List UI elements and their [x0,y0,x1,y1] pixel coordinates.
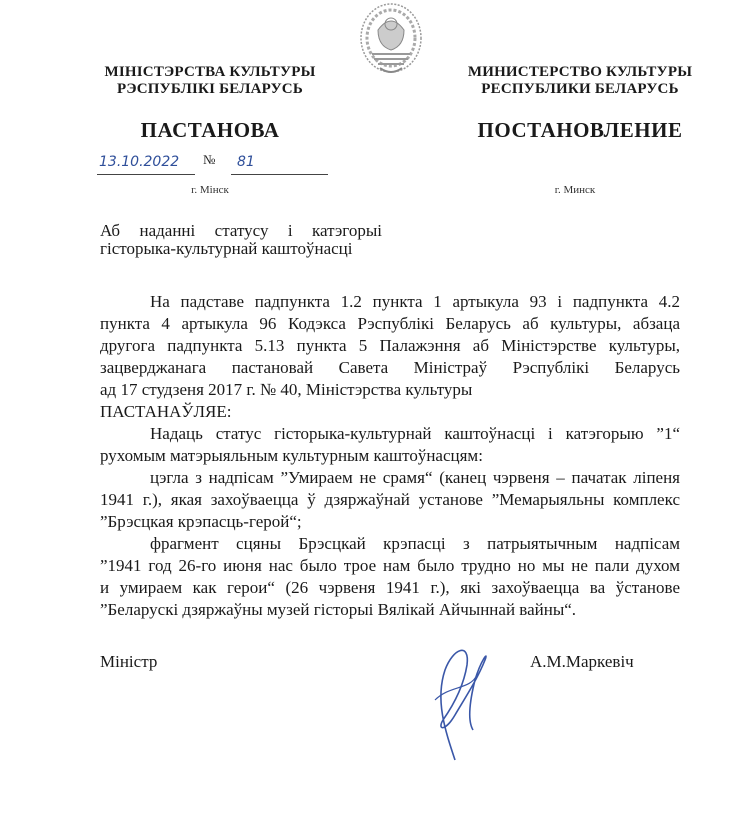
body-line: пункта 4 артыкула 96 Кодэкса Рэспублікі Беларусь аб культуры, абзаца [100,314,680,333]
state-emblem [358,2,424,80]
body-line: цэгла з надпісам ”Умираем не срамя“ (канец чэрвеня – пачатак ліпеня [150,468,680,487]
doc-type-be: ПАСТАНОВА [140,118,280,142]
number-sign: № [203,152,216,167]
body-line: рухомым матэрыяльным культурным каштоўнасцям: [100,446,483,465]
body-paragraph [100,291,680,401]
ministry-name-be [80,64,340,98]
body-line: и умираем как герои“ (26 чэрвеня 1941 г.), які захоўваецца ва ўстанове [100,578,680,597]
body-paragraph [100,401,680,423]
body-paragraph [100,423,680,467]
ministry-name-ru-line2: РЕСПУБЛИКИ БЕЛАРУСЬ [481,81,679,97]
body-line: ПАСТАНАЎЛЯЕ: [100,402,232,421]
number-value: 81 [237,154,255,170]
body-line: зацверджанага пастановай Савета Міністраў Рэспублікі Беларусь [100,358,680,377]
ministry-name-be-line2: РЭСПУБЛІКІ БЕЛАРУСЬ [117,81,303,97]
city-be: г. Мінск [191,184,229,196]
body-line: Надаць статус гісторыка-культурнай каштоўнасці і катэгорыю ”1“ [150,424,680,443]
body-line: фрагмент сцяны Брэсцкай крэпасці з патрыятычным надпісам [150,534,680,553]
city-ru: г. Минск [554,184,596,196]
ministry-name-ru-line1: МИНИСТЕРСТВО КУЛЬТУРЫ [467,64,693,80]
body-line: ”Беларускі дзяржаўны музей гісторыі Вялікай Айчыннай вайны“. [100,600,577,619]
body-line: ”Брэсцкая крэпасць-герой“; [100,512,302,531]
body-paragraph [100,467,680,533]
body-line: другога падпункта 5.13 пункта 5 Палажэння аб Міністэрстве культуры, [100,336,680,355]
body-paragraph [100,533,680,621]
ministry-name-ru [450,64,710,98]
body-line: 1941 г.), якая захоўваецца ў дзяржаўнай установе ”Мемарыяльны комплекс [100,490,680,509]
subject-line-2: гісторыка-культурнай каштоўнасці [100,239,353,258]
body-line: ”1941 год 26-го июня нас было трое нам было трудно но мы не пали духом [100,556,680,575]
subject-line-1: Аб наданні статусу і катэгорыі [100,221,382,240]
date-value: 13.10.2022 [99,154,180,170]
ministry-name-be-line1: МІНІСТЭРСТВА КУЛЬТУРЫ [104,64,316,80]
document-subject [100,222,382,258]
body-line: На падставе падпункта 1.2 пункта 1 артыкула 93 і падпункта 4.2 [150,292,680,311]
number-field [231,156,328,175]
body-line: ад 17 студзеня 2017 г. № 40, Міністэрства культуры [100,380,473,399]
date-field [97,156,195,175]
doc-type-ru: ПОСТАНОВЛЕНИЕ [477,118,683,142]
signatory-name: А.М.Маркевіч [530,652,634,671]
signatory-position: Міністр [100,652,158,671]
handwritten-signature [415,640,505,765]
document-body [100,291,680,621]
